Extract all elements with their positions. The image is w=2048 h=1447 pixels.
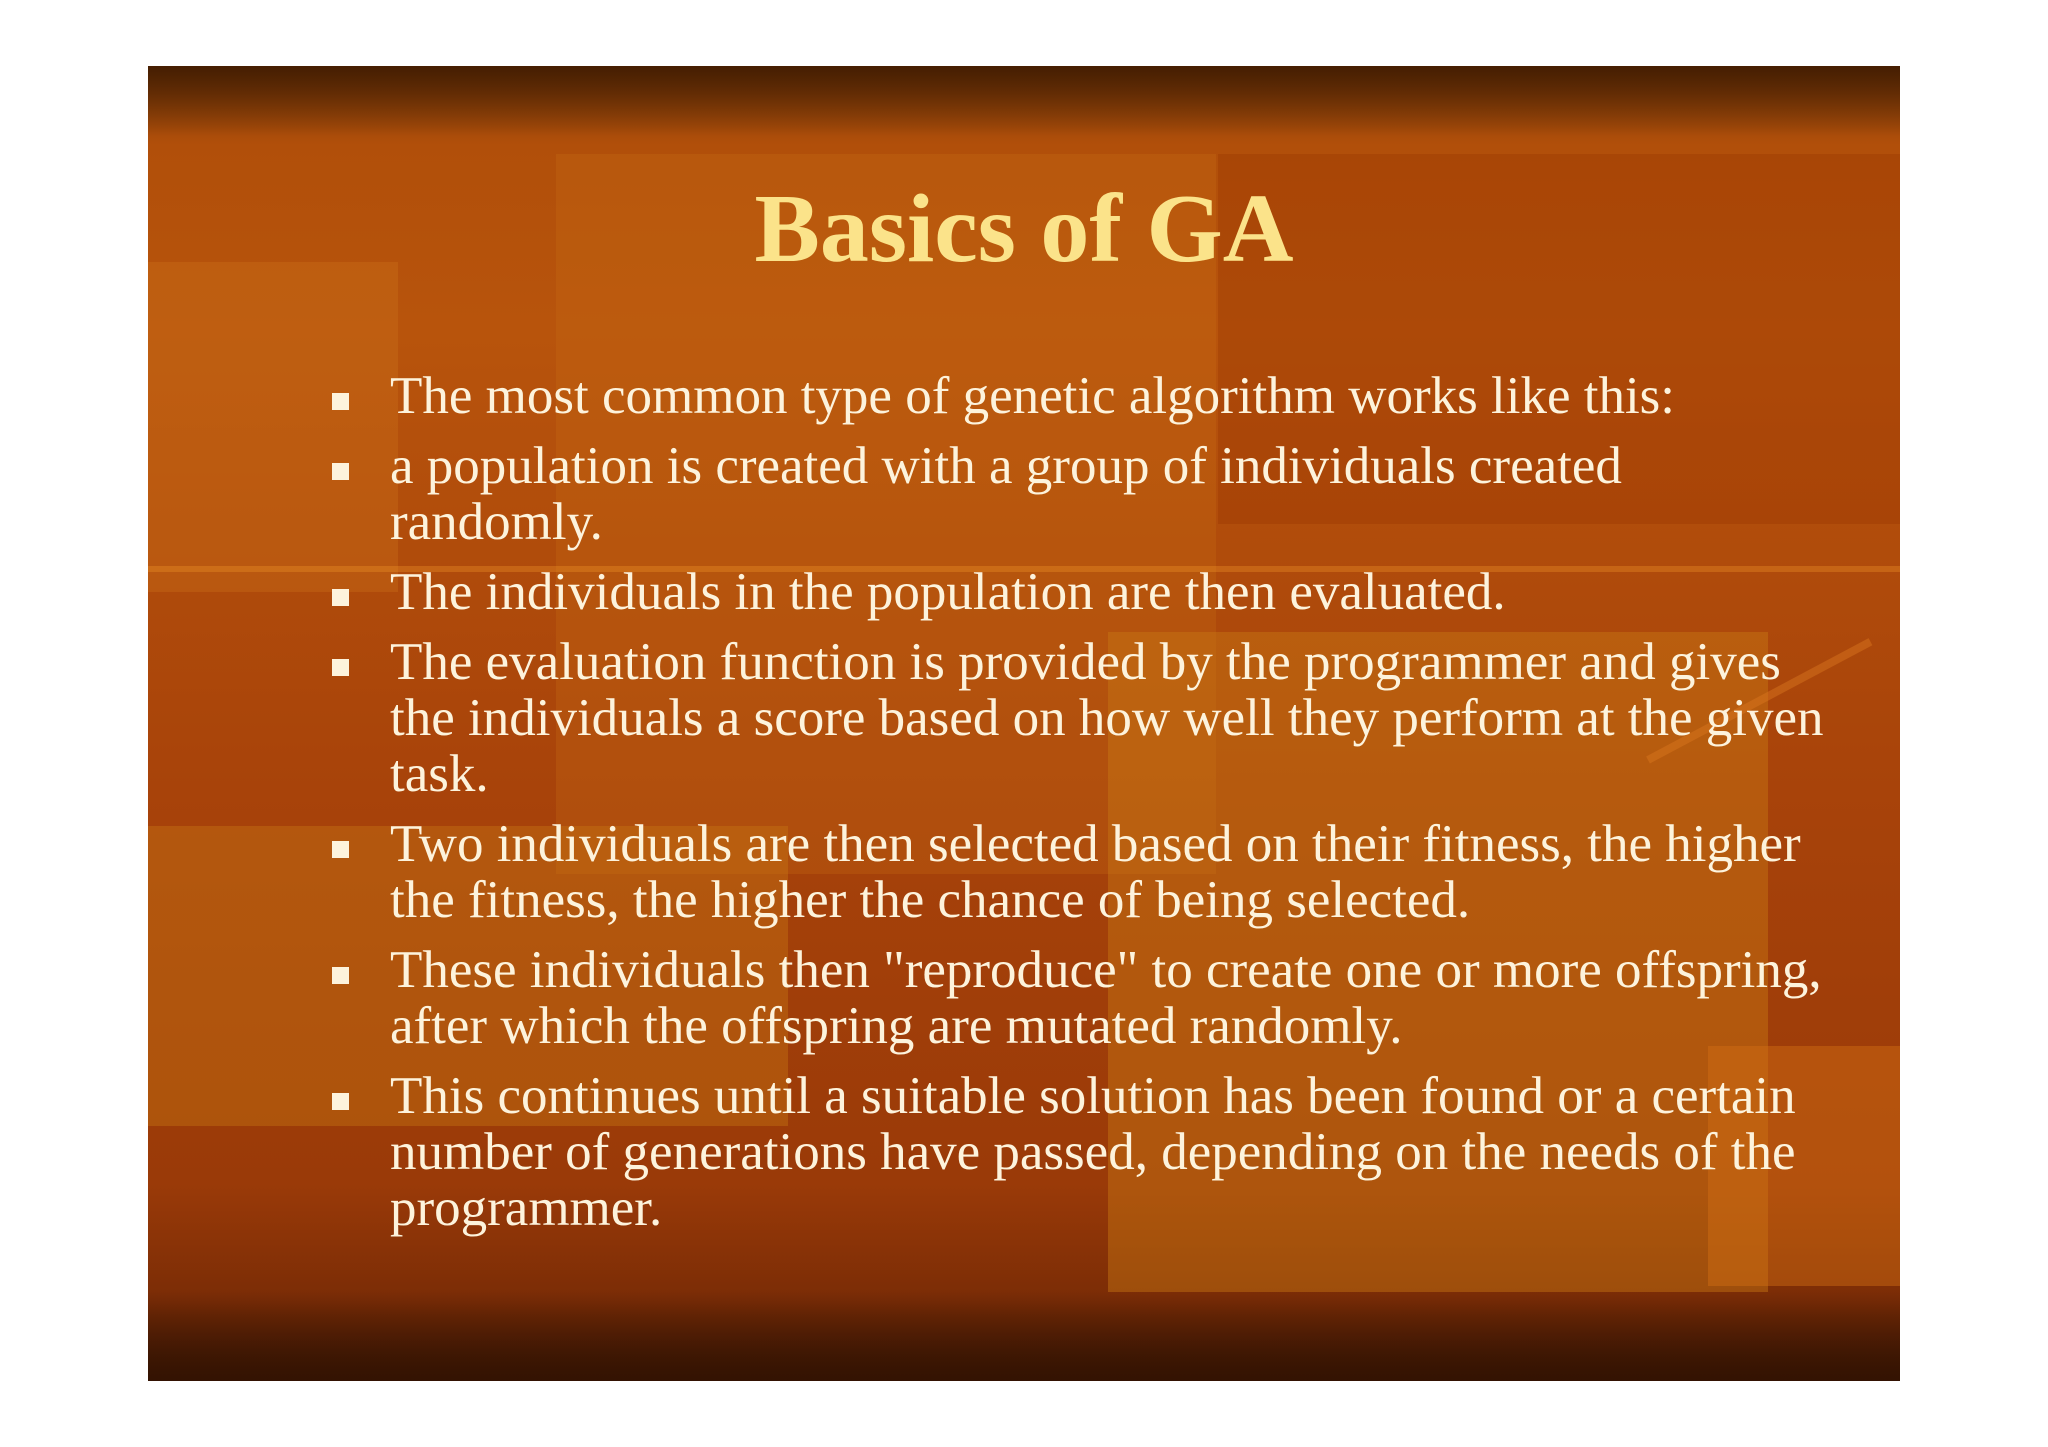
square-bullet-icon [332,659,349,676]
square-bullet-icon [332,1093,349,1110]
square-bullet-icon [332,841,349,858]
bullet-item [228,438,1828,550]
bullet-item [228,634,1828,802]
bullet-text: The individuals in the population are then evaluated. [390,563,1506,621]
bullet-text: This continues until a suitable solution has been found or a certain number of generations have passed, depending on the needs of the programmer. [390,1067,1796,1237]
bullet-item [228,816,1828,928]
bullet-item [228,1068,1828,1236]
bottom-shade [148,1291,1900,1381]
bullet-text: These individuals then "reproduce" to create one or more offspring, after which the offspring are mutated randomly. [390,941,1822,1055]
square-bullet-icon [332,393,349,410]
bullet-text: The most common type of genetic algorithm works like this: [390,367,1676,425]
square-bullet-icon [332,589,349,606]
bullet-item [228,942,1828,1054]
bullet-item [228,564,1828,620]
top-shade [148,66,1900,136]
bullet-item [228,368,1828,424]
bullet-text: a population is created with a group of individuals created randomly. [390,437,1622,551]
bullet-text: The evaluation function is provided by the programmer and gives the individuals a score based on how well they perform at the given task. [390,633,1824,803]
bullet-text: Two individuals are then selected based on their fitness, the higher the fitness, the higher the chance of being selected. [390,815,1801,929]
bullet-list [228,368,1828,1250]
square-bullet-icon [332,463,349,480]
slide [148,66,1900,1381]
square-bullet-icon [332,967,349,984]
slide-title: Basics of GA [754,175,1294,283]
